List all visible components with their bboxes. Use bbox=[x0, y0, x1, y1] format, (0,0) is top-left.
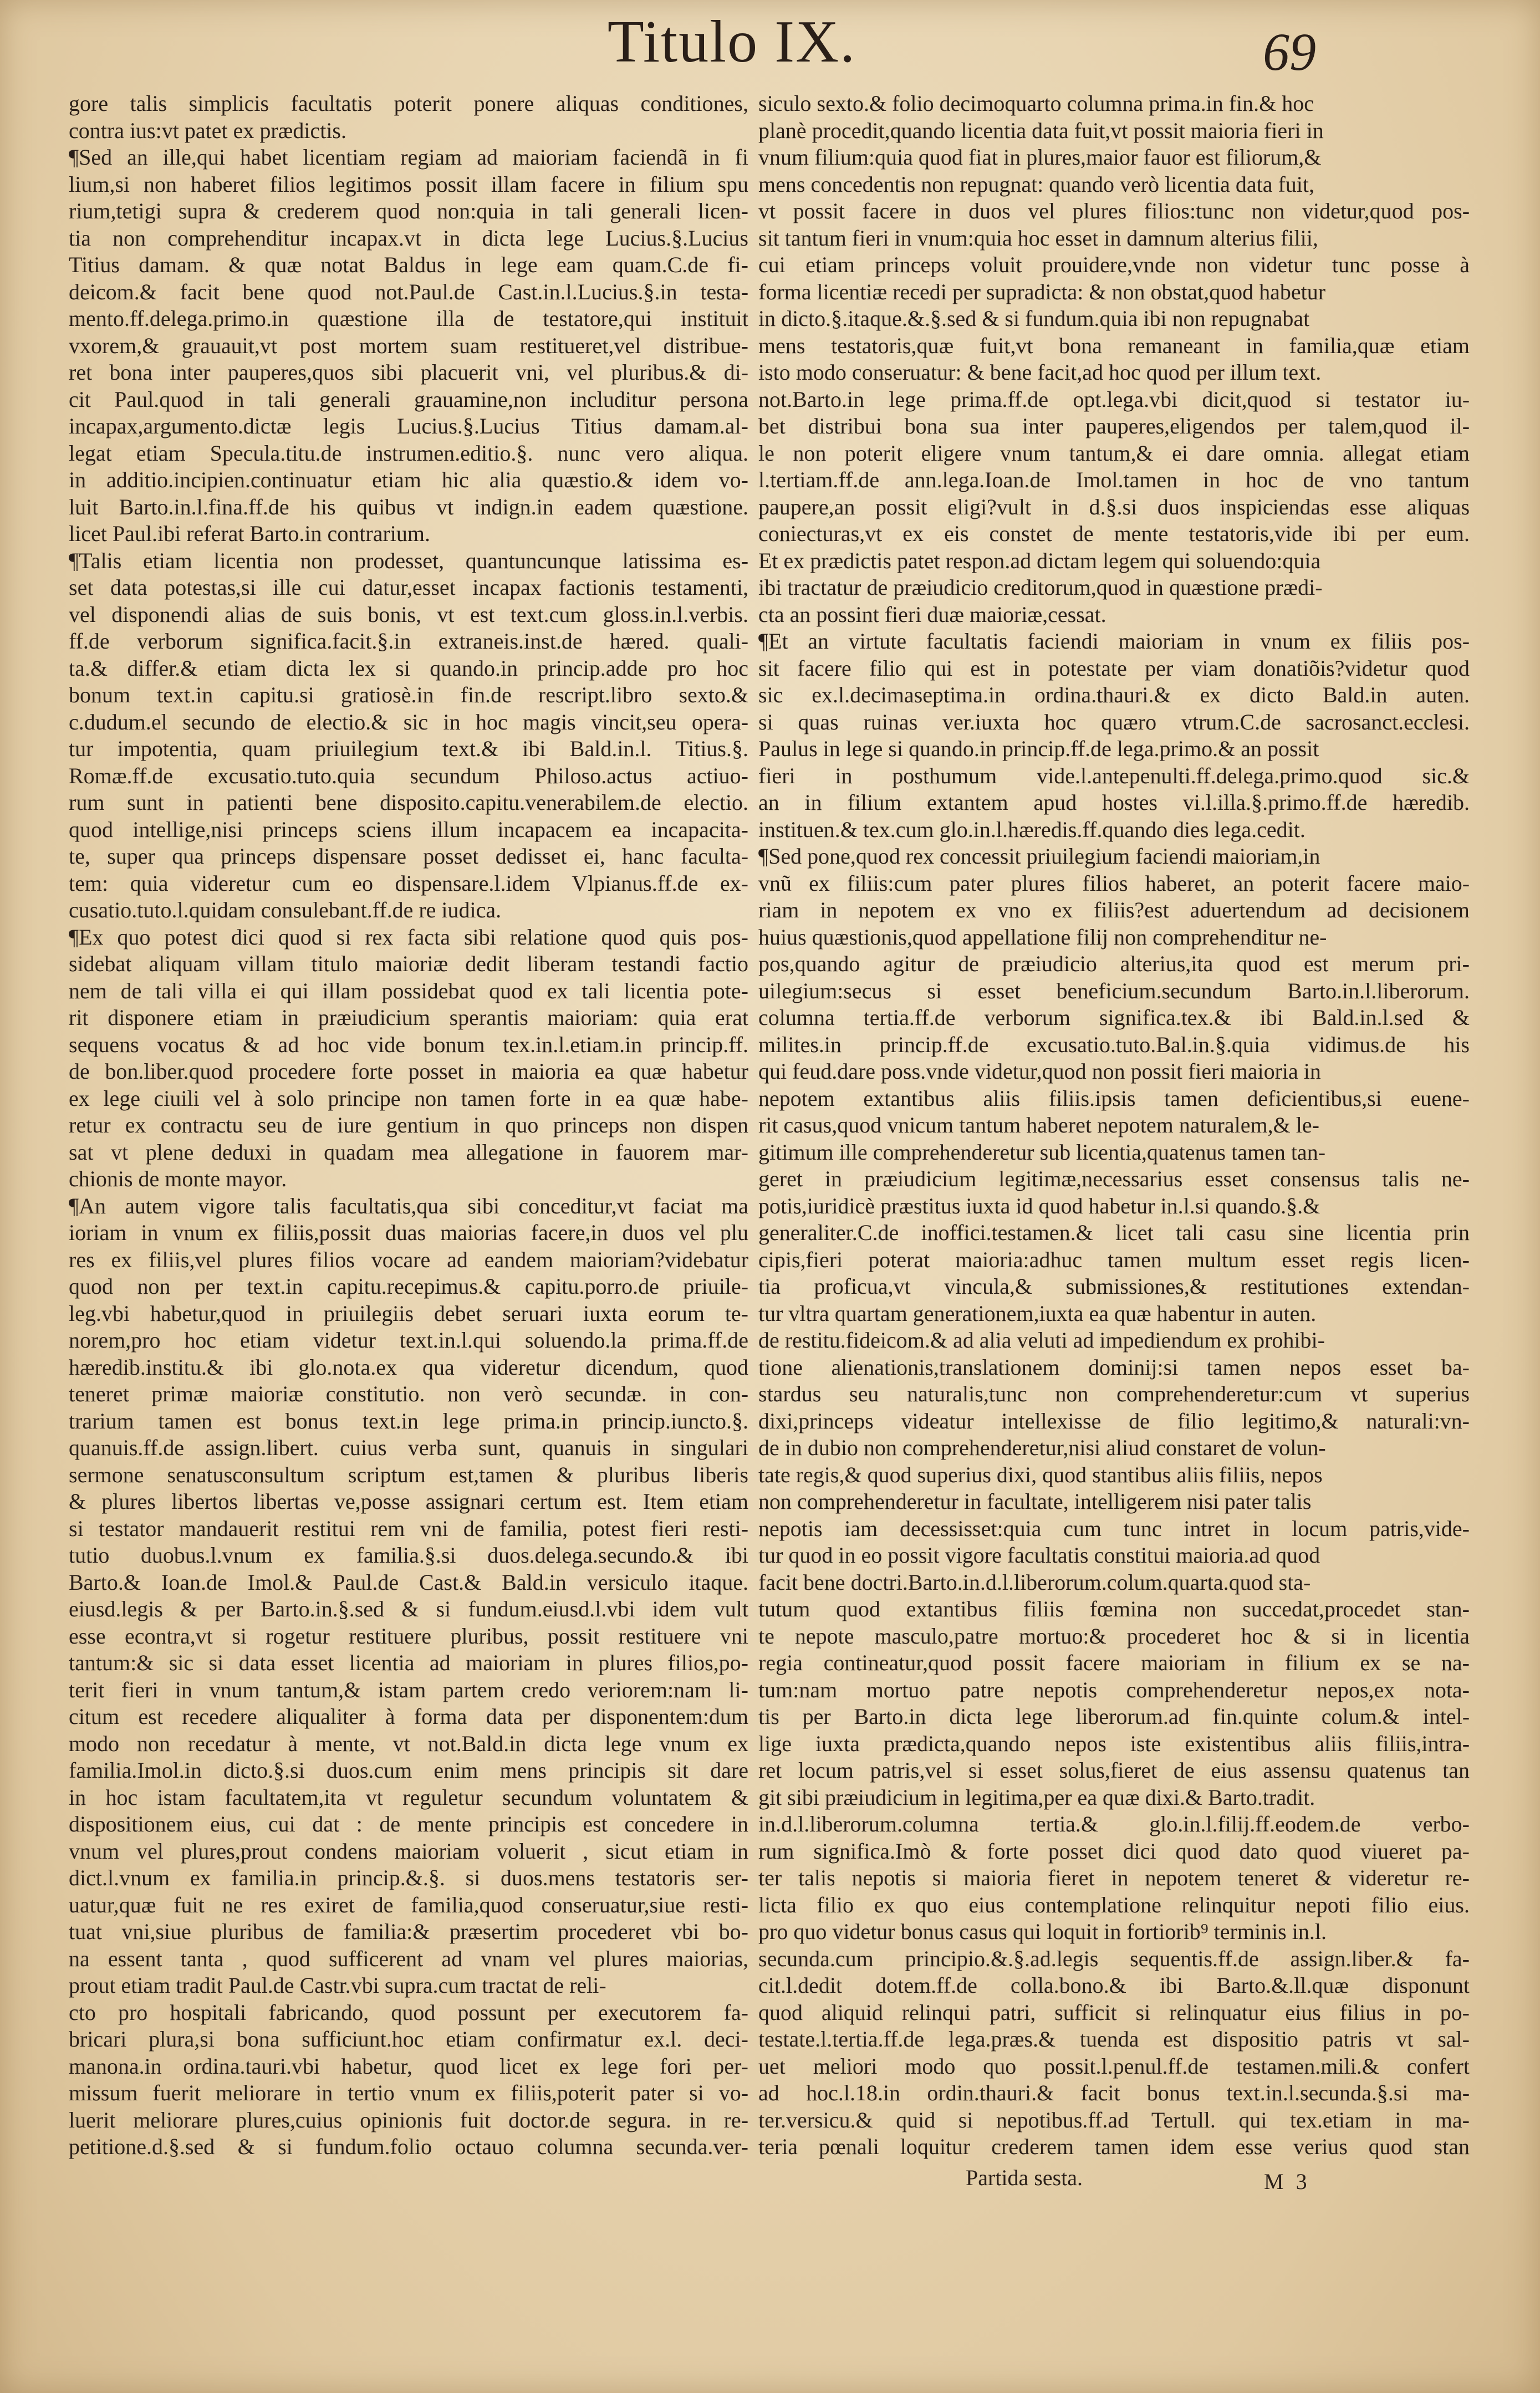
text-line: lium,si non haberet filios legitimos possit illam facere in filium spu bbox=[69, 171, 749, 197]
text-line: te, super qua princeps dispensare posset dedisset ei, hanc faculta- bbox=[69, 844, 749, 869]
text-line: te nepote masculo,patre mortuo:& procederet hoc & si in licentia bbox=[758, 1623, 1470, 1649]
text-line: pro quo videtur bonus casus qui loquit in fortiorib⁹ terminis in.l. bbox=[758, 1919, 1327, 1944]
text-line: not.Barto.in lege prima.ff.de opt.lega.vbi dicit,quod si testator iu- bbox=[758, 386, 1470, 412]
text-line: in dicto.§.itaque.&.§.sed & si fundum.quia ibi non repugnabat bbox=[758, 306, 1310, 331]
text-line: ter talis nepotis si maioria fieret in nepotem teneret & videretur re- bbox=[758, 1865, 1470, 1890]
text-line: qui feud.dare poss.vnde videtur,quod non possit fieri maioria in bbox=[758, 1059, 1321, 1084]
text-line: citum est recedere aliqualiter à forma data per disponentem:dum bbox=[69, 1704, 748, 1729]
text-line: tem: quia videretur cum eo dispensare.l.idem Vlpianus.ff.de ex- bbox=[69, 870, 748, 896]
text-line: tutio duobus.l.vnum ex familia.§.si duos.delega.secundo.& ibi bbox=[69, 1543, 749, 1568]
text-line: gore talis simplicis facultatis poterit ponere aliquas conditiones, bbox=[69, 91, 748, 116]
text-line: tia proficua,vt vincula,& submissiones,& restitutiones extendan- bbox=[758, 1274, 1470, 1299]
text-line: contra ius:vt patet ex prædictis. bbox=[69, 118, 346, 143]
text-line: uilegium:secus si esset beneficium.secundum Barto.in.l.liberorum. bbox=[758, 978, 1470, 1003]
text-line: mens testatoris,quæ fuit,vt bona remaneant in familia,quæ etiam bbox=[758, 333, 1470, 358]
text-line: bricari plura,si bona sufficiunt.hoc etiam confirmatur ex.l. deci- bbox=[69, 2027, 748, 2052]
text-line: hæredib.institu.& ibi glo.nota.ex qua videretur dicendum, quod bbox=[69, 1354, 749, 1380]
signature-mark: M 3 bbox=[1264, 2169, 1310, 2194]
text-line: ¶An autem vigore talis facultatis,qua sibi conceditur,vt faciat ma bbox=[69, 1193, 748, 1218]
text-line: vnũ ex filiis:cum pater plures filios haberet, an poterit facere maio- bbox=[758, 870, 1470, 896]
text-line: ta.& differ.& etiam dicta lex si quando.in princip.adde pro hoc bbox=[69, 655, 749, 681]
text-line: chionis de monte mayor. bbox=[69, 1166, 287, 1191]
text-line: ¶Et an virtute facultatis faciendi maioriam in vnum ex filiis pos- bbox=[758, 629, 1470, 654]
text-line: trarium tamen est bonus text.in lege prima.in princip.iuncto.§. bbox=[69, 1408, 749, 1433]
text-line: tione alienationis,translationem dominij:si tamen nepos esset ba- bbox=[758, 1354, 1470, 1380]
text-line: de bon.liber.quod procedere forte posset in maioria ea quæ habetur bbox=[69, 1059, 749, 1084]
text-line: cipis,fieri poterat maioria:adhuc tamen multum esset regis licen- bbox=[758, 1247, 1470, 1272]
text-line: sic ex.l.decimaseptima.in ordina.thauri.& ex dicto Bald.in auten. bbox=[758, 682, 1470, 707]
text-line: Et ex prædictis patet respon.ad dictam legem qui soluendo:quia bbox=[758, 548, 1321, 573]
text-line: instituen.& tex.cum glo.in.l.hæredis.ff.quando dies lega.cedit. bbox=[758, 817, 1306, 842]
text-line: lige iuxta prædicta,quando nepos iste existentibus aliis filiis,intra- bbox=[758, 1731, 1470, 1756]
text-line: cit.l.dedit dotem.ff.de colla.bono.& ibi Barto.&.ll.quæ disponunt bbox=[758, 1973, 1470, 1998]
text-line: sit facere filio qui est in potestate per viam donatiõis?videtur quod bbox=[758, 655, 1470, 681]
text-line: columna tertia.ff.de verborum significa.tex.& ibi Bald.in.l.sed & bbox=[758, 1005, 1470, 1030]
text-line: teria pœnali loquitur crederem tamen idem esse verius quod stan bbox=[758, 2134, 1470, 2159]
text-line: bonum text.in capitu.si gratiosè.in fin.de rescript.libro sexto.& bbox=[69, 682, 748, 707]
text-line: leg.vbi habetur,quod in priuilegiis debet seruari iuxta eorum te- bbox=[69, 1300, 749, 1326]
text-line: na essent tanta , quod sufficerent ad vnam vel plures maiorias, bbox=[69, 1946, 749, 1971]
text-line: esse econtra,vt si rogetur restituere pluribus, possit restituere vni bbox=[69, 1623, 748, 1649]
text-line: forma licentiæ recedi per supradicta: & non obstat,quod habetur bbox=[758, 279, 1326, 304]
text-line: licta filio ex quo eius contemplatione relinquitur nepoti filio eius. bbox=[758, 1892, 1470, 1917]
text-line: quanuis.ff.de assign.libert. cuius verba sunt, quanuis in singulari bbox=[69, 1435, 749, 1460]
text-line: petitione.d.§.sed & si fundum.folio octauo columna secunda.ver- bbox=[69, 2134, 748, 2159]
text-line: quod non per text.in capitu.recepimus.& capitu.porro.de priuile- bbox=[69, 1274, 749, 1299]
text-line: manona.in ordina.tauri.vbi habetur, quod licet ex lege fori per- bbox=[69, 2053, 748, 2079]
text-line: rit disponere etiam in præiudicium sperantis maioriam: quia erat bbox=[69, 1005, 748, 1030]
text-line: sidebat aliquam villam titulo maioriæ dedit liberam testandi factio bbox=[69, 951, 748, 976]
text-line: nepotem extantibus aliis filiis.ipsis tamen deficientibus,si euene- bbox=[758, 1085, 1470, 1111]
text-line: potis,iuridicè præstitus iuxta id quod habetur in.l.si quando.§.& bbox=[758, 1193, 1320, 1218]
text-line: generaliter.C.de inoffici.testamen.& licet tali casu sine licentia prin bbox=[758, 1220, 1470, 1245]
text-line: cto pro hospitali fabricando, quod possunt per executorem fa- bbox=[69, 1999, 748, 2025]
text-line: cusatio.tuto.l.quidam consulebant.ff.de re iudica. bbox=[69, 897, 502, 922]
left-column bbox=[69, 90, 748, 2161]
text-line: ff.de verborum significa.facit.§.in extraneis.inst.de hæred. quali- bbox=[69, 629, 749, 654]
text-line: dict.l.vnum ex familia.in princip.&.§. si duos.mens testatoris ser- bbox=[69, 1865, 748, 1890]
text-line: tur impotentia, quam priuilegium text.& ibi Bald.in.l. Titius.§. bbox=[69, 736, 749, 761]
text-line: l.tertiam.ff.de ann.lega.Ioan.de Imol.tamen in hoc de vno tantum bbox=[758, 467, 1470, 492]
text-line: retur ex contractu seu de iure gentium in quo princeps non dispen bbox=[69, 1113, 749, 1137]
text-line: dispositionem eius, cui dat : de mente principis est concedere in bbox=[69, 1812, 749, 1836]
text-line: secunda.cum principio.&.§.ad.legis sequentis.ff.de assign.liber.& fa- bbox=[758, 1946, 1470, 1971]
text-line: sermone senatusconsultum scriptum est,tamen & pluribus liberis bbox=[69, 1462, 748, 1487]
text-line: ¶Sed pone,quod rex concessit priuilegium faciendi maioriam,in bbox=[758, 844, 1320, 869]
text-line: facit bene doctri.Barto.in.d.l.liberorum.colum.quarta.quod sta- bbox=[758, 1569, 1311, 1595]
text-line: rium,tetigi supra & crederem quod non:quia in tali generali licen- bbox=[69, 198, 748, 223]
text-line: familia.Imol.in dicto.§.si duos.cum enim mens principis sit dare bbox=[69, 1758, 748, 1783]
text-line: luerit meliorare plures,cuius opinionis fuit doctor.de segura. in re- bbox=[69, 2107, 749, 2132]
text-line: prout etiam tradit Paul.de Castr.vbi supra.cum tractat de reli- bbox=[69, 1973, 606, 1998]
running-title: Titulo IX. bbox=[607, 9, 856, 75]
text-line: vt possit facere in duos vel plures filios:tunc non videtur,quod pos- bbox=[758, 198, 1470, 223]
text-line: tate regis,& quod superius dixi, quod stantibus aliis filiis, nepos bbox=[758, 1462, 1323, 1487]
text-line: milites.in princip.ff.de excusatio.tuto.Bal.in.§.quia vidimus.de his bbox=[758, 1032, 1470, 1057]
text-line: licet Paul.ibi referat Barto.in contrarium. bbox=[69, 521, 430, 546]
text-line: mens concedentis non repugnat: quando verò licentia data fuit, bbox=[758, 171, 1315, 197]
text-line: si testator mandauerit restitui rem vni de familia, potest fieri resti- bbox=[69, 1516, 749, 1541]
text-line: isto modo conseruatur: & bene facit,ad hoc quod per illum text. bbox=[758, 360, 1322, 385]
text-line: res ex filiis,vel plures filios vocare ad eandem maioriam?videbatur bbox=[69, 1247, 749, 1272]
text-line: terit fieri in vnum tantum,& istam partem credo veriorem:nam li- bbox=[69, 1677, 748, 1702]
text-line: deicom.& facit bene quod not.Paul.de Cast.in.l.Lucius.§.in testa- bbox=[69, 279, 749, 304]
text-line: Titius damam. & quæ notat Baldus in lege eam quam.C.de fi- bbox=[69, 252, 748, 277]
text-line: sequens vocatus & ad hoc vide bonum tex.in.l.etiam.in princip.ff. bbox=[69, 1032, 749, 1057]
text-line: modo non recedatur à mente, vt not.Bald.in dicta lege vnum ex bbox=[69, 1731, 748, 1756]
text-line: ad hoc.l.18.in ordin.thauri.& facit bonus text.in.l.secunda.§.si ma- bbox=[758, 2080, 1470, 2105]
text-line: git sibi præiudicium in legitima,per ea quæ dixi.& Barto.tradit. bbox=[758, 1784, 1315, 1810]
text-line: cit Paul.quod in tali generali grauamine,non includitur persona bbox=[69, 386, 749, 412]
text-line: tis per Barto.in dicta lege liberorum.ad fin.quinte colum.& intel- bbox=[758, 1704, 1470, 1729]
text-line: pos,quando agitur de præiudicio alterius,ita quod est merum pri- bbox=[758, 951, 1470, 976]
text-line: si quas ruinas ver.iuxta hoc quæro vtrum.C.de sacrosanct.ecclesi. bbox=[758, 709, 1470, 734]
text-line: ibi tractatur de præiudicio creditorum,quod in quæstione prædi- bbox=[758, 575, 1323, 600]
text-line: huius quæstionis,quod appellatione filij non comprehenditur ne- bbox=[758, 924, 1327, 950]
folio-number: 69 bbox=[1263, 22, 1316, 81]
text-line: coniecturas,vt ex eis constet de mente testatoris,vide ibi per eum. bbox=[758, 521, 1470, 546]
text-line: vel disponendi alias de suis bonis, vt est text.cum gloss.in.l.verbis. bbox=[69, 601, 748, 627]
text-line: c.dudum.el secundo de electio.& sic in hoc magis vincit,seu opera- bbox=[69, 709, 749, 734]
text-line: Romæ.ff.de excusatio.tuto.quia secundum Philoso.actus actiuo- bbox=[69, 763, 749, 788]
text-line: norem,pro hoc etiam videtur text.in.l.qui soluendo.la prima.ff.de bbox=[69, 1328, 748, 1353]
text-line: siculo sexto.& folio decimoquarto columna prima.in fin.& hoc bbox=[758, 91, 1314, 116]
text-line: fieri in posthumum vide.l.antepenulti.ff.delega.primo.quod sic.& bbox=[758, 763, 1470, 788]
text-line: planè procedit,quando licentia data fuit,vt possit maioria fieri in bbox=[758, 118, 1324, 143]
text-line: incapax,argumento.dictæ legis Lucius.§.Lucius Titius damam.al- bbox=[69, 414, 748, 438]
text-line: ex lege ciuili vel à solo principe non tamen forte in ea quæ habe- bbox=[69, 1085, 748, 1111]
text-line: luit Barto.in.l.fina.ff.de his quibus vt indign.in eadem quæstione. bbox=[69, 494, 749, 519]
text-line: testate.l.tertia.ff.de lega.præs.& tuenda est dispositio patris vt sal- bbox=[758, 2027, 1470, 2052]
text-line: bet distribui bona sua inter pauperes,eligendos per talem,quod il- bbox=[758, 414, 1470, 438]
text-line: in.d.l.liberorum.columna tertia.& glo.in.l.filij.ff.eodem.de verbo- bbox=[758, 1812, 1470, 1836]
text-line: uatur,quæ fuit ne res exiret de familia,quod conseruatur,siue resti- bbox=[69, 1892, 749, 1917]
text-line: vnum vel plures,prout condens maioriam voluerit , sicut etiam in bbox=[69, 1838, 748, 1864]
text-line: legat etiam Specula.titu.de instrumen.editio.§. nunc vero aliqua. bbox=[69, 440, 748, 466]
text-line: sit tantum fieri in vnum:quia hoc esset in damnum alterius filii, bbox=[758, 225, 1318, 251]
text-line: rum sunt in patienti bene disposito.capitu.venerabilem.de electio. bbox=[69, 790, 749, 815]
text-line: dixi,princeps videatur intellexisse de filio legitimo,& naturali:vn- bbox=[758, 1408, 1470, 1433]
text-line: vxorem,& grauauit,vt post mortem suam restitueret,vel distribue- bbox=[69, 333, 748, 358]
text-line: tutum quod extantibus filiis fœmina non succedat,procedet stan- bbox=[758, 1596, 1470, 1621]
text-line: geret in præiudicium legitimæ,necessarius esset consensus talis ne- bbox=[758, 1166, 1470, 1191]
text-line: rum significa.Imò & forte posset dici quod dato quod viueret pa- bbox=[758, 1838, 1470, 1864]
text-line: ¶Sed an ille,qui habet licentiam regiam ad maioriam faciendã in fi bbox=[69, 145, 749, 170]
text-line: vnum filium:quia quod fiat in plures,maior fauor est filiorum,& bbox=[758, 145, 1322, 170]
text-line: stardus seu naturalis,tunc non comprehenderetur:cum vt superius bbox=[758, 1381, 1470, 1406]
text-line: ¶Ex quo potest dici quod si rex facta sibi relatione quod quis pos- bbox=[69, 924, 748, 950]
text-line: regia contineatur,quod possit facere maioriam in filium ex se na- bbox=[758, 1650, 1470, 1675]
text-line: riam in nepotem ex vno ex filiis?est aduertendum ad decisionem bbox=[758, 897, 1470, 922]
text-line: eiusd.legis & per Barto.in.§.sed & si fundum.eiusd.l.vbi idem vult bbox=[69, 1596, 749, 1621]
text-line: cta an possint fieri duæ maioriæ,cessat. bbox=[758, 601, 1106, 627]
text-line: ret bona inter pauperes,quos sibi placuerit vni, vel pluribus.& di- bbox=[69, 360, 749, 385]
text-line: tur vltra quartam generationem,iuxta ea quæ habentur in auten. bbox=[758, 1300, 1317, 1326]
text-line: Barto.& Ioan.de Imol.& Paul.de Cast.& Bald.in versiculo itaque. bbox=[69, 1569, 749, 1595]
text-line: non comprehenderetur in facultate, intelligerem nisi pater talis bbox=[758, 1489, 1312, 1514]
text-line: ioriam in vnum ex filiis,possit duas maiorias facere,in duos vel plu bbox=[69, 1220, 748, 1245]
text-line: quod aliquid relinqui patri, sufficit si relinquatur eius filius in po- bbox=[758, 1999, 1470, 2025]
text-line: rit casus,quod vnicum tantum haberet nepotem naturalem,& le- bbox=[758, 1113, 1319, 1137]
catchword: Partida sesta. bbox=[966, 2165, 1083, 2190]
text-line: gitimum ille comprehenderetur sub licentia,quatenus tamen tan- bbox=[758, 1139, 1326, 1165]
text-line: mento.ff.delega.primo.in quæstione illa de testatore,qui instituit bbox=[69, 306, 749, 331]
text-line: le non poterit eligere vnum tantum,& ei dare omnia. allegat etiam bbox=[758, 440, 1470, 466]
text-line: tum:nam mortuo patre nepotis comprehenderetur nepos,ex nota- bbox=[758, 1677, 1470, 1702]
text-line: Paulus in lege si quando.in princip.ff.de lega.primo.& an possit bbox=[758, 736, 1319, 761]
right-column bbox=[758, 90, 1470, 2161]
text-line: de in dubio non comprehenderetur,nisi aliud constaret de volun- bbox=[758, 1435, 1326, 1460]
text-line: in hoc istam facultatem,ita vt reguletur secundum voluntatem & bbox=[69, 1784, 749, 1810]
text-line: tur quod in eo possit vigore facultatis constitui maioria.ad quod bbox=[758, 1543, 1320, 1568]
text-line: tuat vni,siue pluribus de familia:& præsertim procederet vbi bo- bbox=[69, 1919, 748, 1944]
text-line: de restitu.fideicom.& ad alia veluti ad impediendum ex prohibi- bbox=[758, 1328, 1325, 1353]
text-line: quod intellige,nisi princeps sciens illum incapacem ea incapacita- bbox=[69, 817, 748, 842]
text-line: set data potestas,si ille cui datur,esset incapax factionis testamenti, bbox=[69, 575, 748, 600]
text-line: ¶Talis etiam licentia non prodesset, quantuncunque latissima es- bbox=[69, 548, 749, 573]
text-line: sat vt plene deduxi in quadam mea allegatione in fauorem mar- bbox=[69, 1139, 748, 1165]
text-line: teneret primæ maioriæ constitutio. non verò secundæ. in con- bbox=[69, 1381, 749, 1406]
text-line: uet meliori modo quo possit.l.penul.ff.de testamen.mili.& confert bbox=[758, 2053, 1470, 2079]
text-line: missum fuerit meliorare in tertio vnum ex filiis,poterit pater si vo- bbox=[69, 2080, 749, 2105]
text-line: tia non comprehenditur incapax.vt in dicta lege Lucius.§.Lucius bbox=[69, 225, 748, 251]
text-line: nepotis iam decessisset:quia cum tunc intret in locum patris,vide- bbox=[758, 1516, 1470, 1541]
text-line: ret locum patris,vel si esset solus,fieret de eius assensu quatenus tan bbox=[758, 1758, 1470, 1783]
text-line: in additio.incipien.continuatur etiam hic alia quæstio.& idem vo- bbox=[69, 467, 748, 492]
text-line: cui etiam princeps voluit prouidere,vnde non videtur tunc posse à bbox=[758, 252, 1470, 277]
text-line: paupere,an possit eligi?vult in d.§.si duos inspiciendas esse aliquas bbox=[758, 494, 1470, 519]
text-line: an in filium extantem apud hostes vi.l.illa.§.primo.ff.de hæredib. bbox=[758, 790, 1470, 815]
text-line: & plures libertos libertas ve,posse assignari certum est. Item etiam bbox=[69, 1489, 749, 1514]
text-line: ter.versicu.& quid si nepotibus.ff.ad Tertull. qui tex.etiam in ma- bbox=[758, 2107, 1470, 2132]
text-line: nem de tali villa ei qui illam possidebat quod ex tali licentia pote- bbox=[69, 978, 748, 1003]
text-line: tantum:& sic si data esset licentia ad maioriam in plures filios,po- bbox=[69, 1650, 748, 1675]
